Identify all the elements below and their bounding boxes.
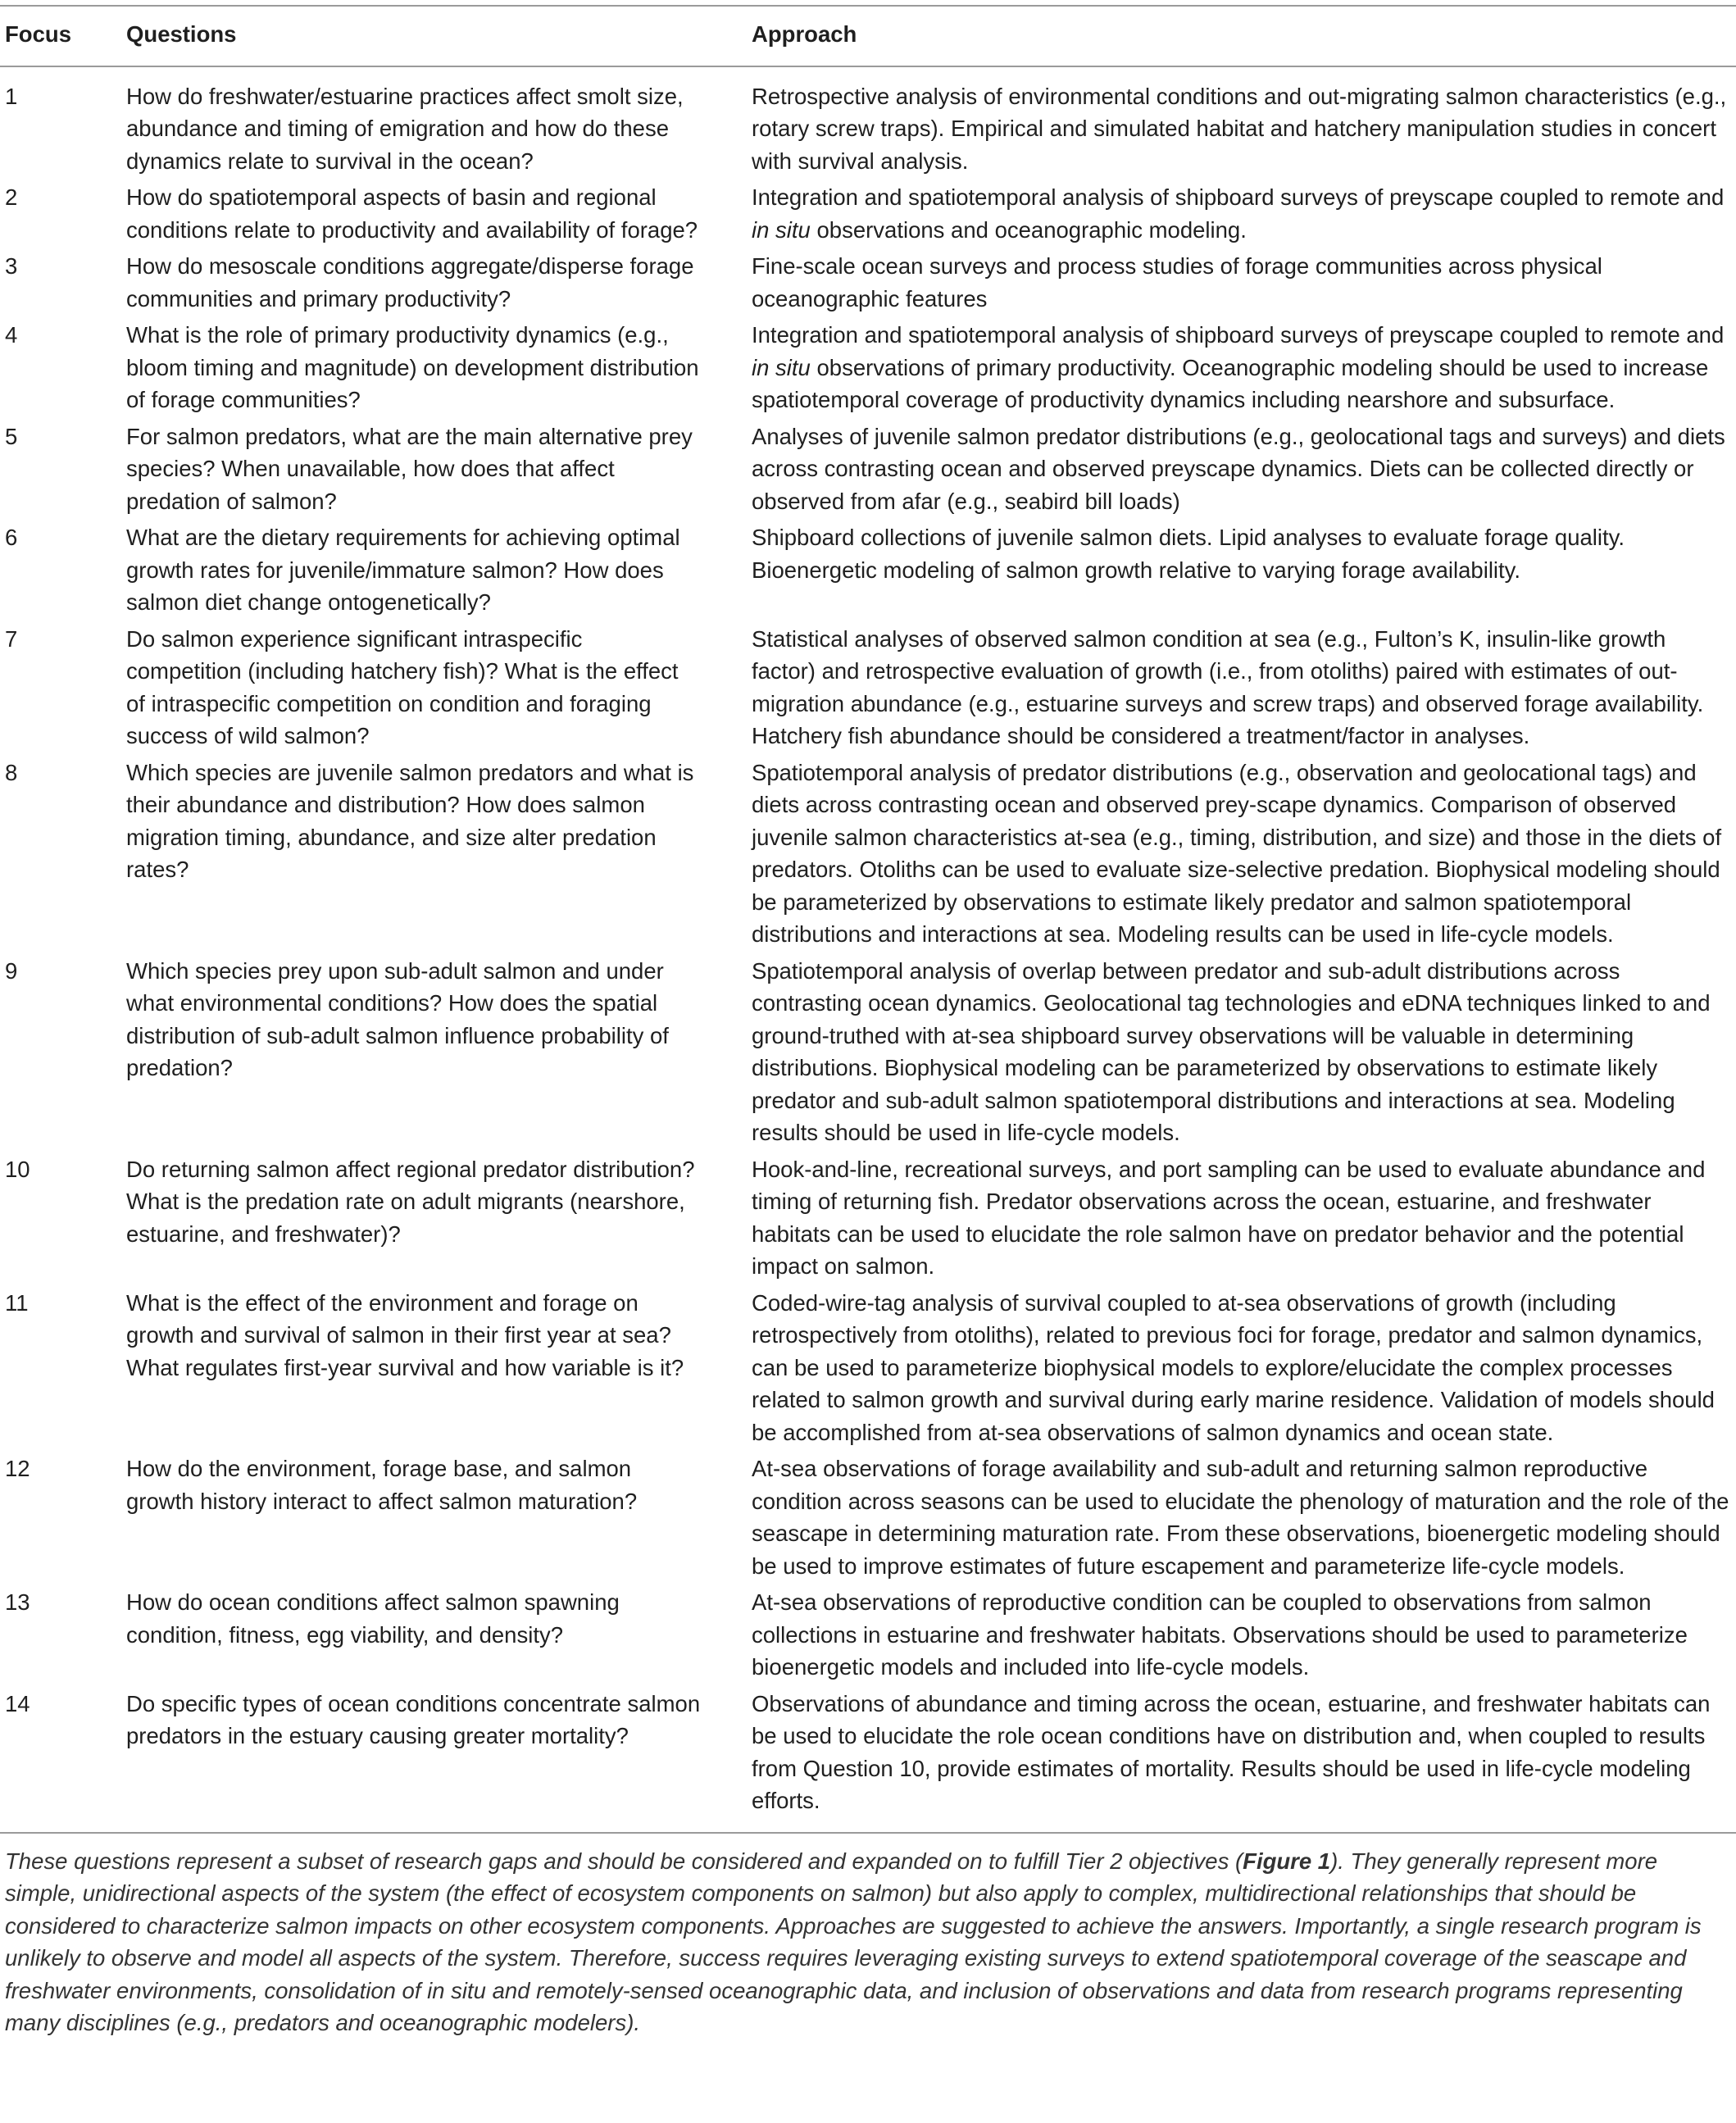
approach-text-after: observations and oceanographic modeling. xyxy=(810,216,1247,243)
table-row xyxy=(0,1582,1736,1684)
approach-text: Fine-scale ocean surveys and process studies of forage communities across physical oceanographic features xyxy=(752,253,1602,311)
question-text: Do specific types of ocean conditions concentrate salmon predators in the estuary causing greater mortality? xyxy=(126,1690,701,1748)
question-text: What are the dietary requirements for achieving optimal growth rates for juvenile/immature salmon? How does salmon diet change ontogenetically? xyxy=(126,525,680,615)
approach-italic-term: in situ xyxy=(752,216,811,243)
question-text: What is the role of primary productivity dynamics (e.g., bloom timing and magnitude) on development distribution of forage communities? xyxy=(126,322,699,412)
approach-text: Shipboard collections of juvenile salmon diets. Lipid analyses to evaluate forage quality. Bioenergetic modeling of salmon growth relative to varying forage availability. xyxy=(752,525,1625,583)
question-text: What is the effect of the environment and forage on growth and survival of salmon in their first year at sea? What regulates first-year survival and how variable is it? xyxy=(126,1289,684,1380)
question-text: Do returning salmon affect regional predator distribution? What is the predation rate on adult migrants (nearshore, estuarine, and freshwater)? xyxy=(126,1156,695,1247)
table-row xyxy=(0,315,1736,416)
focus-number: 2 xyxy=(5,184,18,210)
question-text: How do mesoscale conditions aggregate/disperse forage communities and primary productivity? xyxy=(126,253,694,311)
approach-text xyxy=(752,177,1736,246)
table-row xyxy=(0,619,1736,752)
focus-number: 1 xyxy=(5,83,18,109)
figure-reference: Figure 1 xyxy=(1243,1848,1331,1874)
approach-text: Coded-wire-tag analysis of survival coupled to at-sea observations of growth (including retrospectively from otoliths), related to previous foci for forage, predator and salmon dynamics, can be used to parameterize biophysical models to explore/elucidate the complex processes related to salmon growth and survival during early marine residence. Validation of models should be accomplished from at-sea observations of salmon dynamics and ocean state. xyxy=(752,1289,1715,1445)
focus-number: 14 xyxy=(5,1690,30,1716)
question-text: For salmon predators, what are the main alternative prey species? When unavailable, how does that affect predation of salmon? xyxy=(126,423,693,514)
table-row xyxy=(0,246,1736,315)
focus-number: 8 xyxy=(5,759,18,785)
question-text: How do the environment, forage base, and salmon growth history interact to affect salmon maturation? xyxy=(126,1456,638,1514)
question-text: How do freshwater/estuarine practices affect smolt size, abundance and timing of emigration and how do these dynamics relate to survival in the ocean? xyxy=(126,83,684,174)
question-text: Which species are juvenile salmon predators and what is their abundance and distribution? How does salmon migration timing, abundance, and size alter predation rates? xyxy=(126,759,694,882)
approach-text-after: observations of primary productivity. Oceanographic modeling should be used to increase spatiotemporal coverage of productivity dynamics including nearshore and subsurface. xyxy=(752,354,1709,412)
approach-text: Spatiotemporal analysis of predator distributions (e.g., observation and geolocational tags) and diets across contrasting ocean and observed prey-scape dynamics. Comparison of observed juvenile salmon characteristics at-sea (e.g., timing, distribution, and size) and those in the diets of predators. Otoliths can be used to evaluate size-selective predation. Biophysical modeling should be parameterized by observations to estimate likely predator and salmon spatiotemporal distributions and interactions at sea. Modeling results can be used in life-cycle models. xyxy=(752,759,1722,947)
approach-text: Analyses of juvenile salmon predator distributions (e.g., geolocational tags and surveys) and diets across contrasting ocean and observed preyscape dynamics. Diets can be collected directly or observed from afar (e.g., seabird bill loads) xyxy=(752,423,1725,514)
table-body xyxy=(0,66,1736,1832)
approach-text-before: Integration and spatiotemporal analysis of shipboard surveys of preyscape coupled to remote and xyxy=(752,322,1725,348)
question-text: How do ocean conditions affect salmon spawning condition, fitness, egg viability, and density? xyxy=(126,1589,620,1648)
approach-text: At-sea observations of reproductive condition can be coupled to observations from salmon collections in estuarine and freshwater habitats. Observations should be used to parameterize bioenergetic models and included into life-cycle models. xyxy=(752,1589,1688,1680)
approach-text: Observations of abundance and timing across the ocean, estuarine, and freshwater habitats can be used to elucidate the role ocean conditions have on distribution and, when coupled to results from Question 10, provide estimates of mortality. Results should be used in life-cycle modeling efforts. xyxy=(752,1690,1711,1813)
header-approach: Approach xyxy=(752,6,1736,66)
approach-text xyxy=(752,315,1736,416)
table-row xyxy=(0,1684,1736,1832)
approach-text: Spatiotemporal analysis of overlap between predator and sub-adult distributions across contrasting ocean dynamics. Geolocational tag technologies and eDNA techniques linked to and ground-truthed with at-sea shipboard survey observations will be valuable in determining distributions. Biophysical modeling can be parameterized by observations to estimate likely predator and sub-adult salmon spatiotemporal distributions and interactions at sea. Modeling results should be used in life-cycle models. xyxy=(752,957,1711,1145)
header-focus: Focus xyxy=(0,6,119,66)
table-row xyxy=(0,416,1736,518)
focus-number: 13 xyxy=(5,1589,30,1615)
focus-number: 4 xyxy=(5,322,18,348)
approach-text-before: Integration and spatiotemporal analysis of shipboard surveys of preyscape coupled to remote and xyxy=(752,184,1725,210)
approach-text: Statistical analyses of observed salmon condition at sea (e.g., Fulton’s K, insulin-like growth factor) and retrospective evaluation of growth (i.e., from otoliths) paired with estimates of out-migration abundance (e.g., estuarine surveys and screw traps) and observed forage availability. Hatchery fish abundance should be considered a treatment/factor in analyses. xyxy=(752,625,1704,748)
approach-italic-term: in situ xyxy=(752,354,811,380)
table-row xyxy=(0,1283,1736,1449)
question-text: How do spatiotemporal aspects of basin and regional conditions relate to productivity and availability of forage? xyxy=(126,184,698,243)
header-row xyxy=(0,6,1736,66)
focus-number: 7 xyxy=(5,625,18,652)
research-table xyxy=(0,5,1736,1832)
table-row xyxy=(0,177,1736,246)
focus-number: 9 xyxy=(5,957,18,984)
table-header xyxy=(0,6,1736,66)
question-text: Which species prey upon sub-adult salmon and under what environmental conditions? How does the spatial distribution of sub-adult salmon influence probability of predation? xyxy=(126,957,669,1080)
focus-number: 3 xyxy=(5,253,18,279)
header-questions: Questions xyxy=(119,6,752,66)
table-row xyxy=(0,66,1736,178)
approach-text: At-sea observations of forage availability and sub-adult and returning salmon reproductive condition across seasons can be used to elucidate the phenology of maturation and the role of the seascape in determining maturation rate. From these observations, bioenergetic modeling should be used to improve estimates of future escapement and parameterize life-cycle models. xyxy=(752,1456,1729,1579)
table-row xyxy=(0,1149,1736,1283)
footnote-text-after: ). They generally represent more simple, unidirectional aspects of the system (the effect of ecosystem components on salmon) but also apply to complex, multidirectional relationships that should be considered to characterize salmon impacts on other ecosystem components. Approaches are suggested to achieve the answers. Importantly, a single research program is unlikely to observe and model all aspects of the system. Therefore, success requires leveraging existing surveys to extend spatiotemporal coverage of the seascape and freshwater environments, consolidation of in situ and remotely-sensed oceanographic data, and inclusion of observations and data from research programs representing many disciplines (e.g., predators and oceanographic modelers). xyxy=(5,1848,1702,2035)
approach-text: Retrospective analysis of environmental conditions and out-migrating salmon characteristics (e.g., rotary screw traps). Empirical and simulated habitat and hatchery manipulation studies in concert with survival analysis. xyxy=(752,83,1727,174)
table-footnote xyxy=(0,1832,1736,2039)
focus-number: 12 xyxy=(5,1456,30,1481)
focus-number: 11 xyxy=(5,1289,29,1316)
table-row xyxy=(0,517,1736,619)
focus-number: 6 xyxy=(5,525,18,550)
table-row xyxy=(0,951,1736,1149)
focus-number: 5 xyxy=(5,423,18,449)
table-row xyxy=(0,752,1736,951)
focus-number: 10 xyxy=(5,1156,30,1182)
footnote-text-before: These questions represent a subset of research gaps and should be considered and expanded on to fulfill Tier 2 objectives ( xyxy=(5,1848,1243,1874)
approach-text: Hook-and-line, recreational surveys, and port sampling can be used to evaluate abundance and timing of returning fish. Predator observations across the ocean, estuarine, and freshwater habitats can be used to elucidate the role salmon have on predator behavior and the potential impact on salmon. xyxy=(752,1156,1706,1279)
table-row xyxy=(0,1448,1736,1582)
question-text: Do salmon experience significant intraspecific competition (including hatchery fish)? What is the effect of intraspecific competition on condition and foraging success of wild salmon? xyxy=(126,625,679,748)
